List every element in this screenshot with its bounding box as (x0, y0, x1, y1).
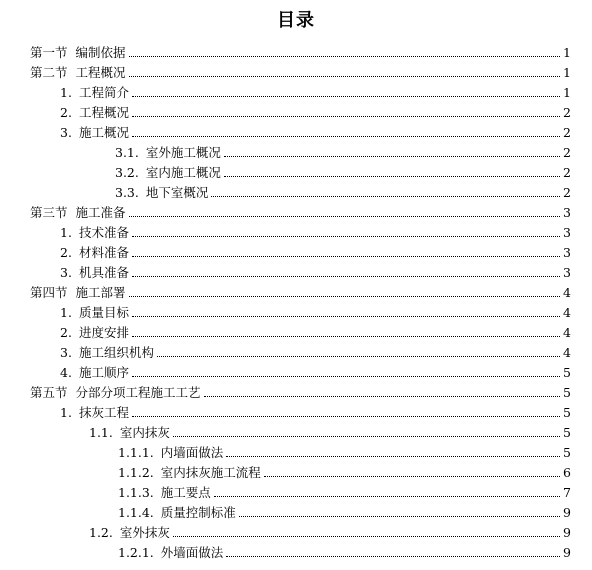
toc-page-number: 2 (563, 125, 571, 140)
toc-entry[interactable] (0, 381, 592, 401)
toc-entry[interactable] (0, 161, 592, 181)
toc-entry[interactable] (0, 41, 592, 61)
dot-leader (129, 296, 560, 297)
toc-entry-number: 3.1. (115, 145, 139, 160)
toc-page-number: 9 (563, 545, 571, 560)
toc-entry[interactable] (0, 321, 592, 341)
toc-page-number: 6 (563, 465, 571, 480)
toc-entry-text: 室外抹灰 (119, 525, 170, 540)
toc-entry-label (30, 65, 126, 81)
toc-page-number: 2 (563, 165, 571, 180)
toc-entry-text: 室内抹灰施工流程 (160, 465, 261, 480)
toc-entry-label (118, 505, 236, 521)
dot-leader (226, 456, 560, 457)
toc-entry[interactable] (0, 261, 592, 281)
toc-entry[interactable] (0, 221, 592, 241)
toc-entry-text: 施工部署 (75, 285, 126, 300)
page-title: 目录 (277, 10, 315, 31)
toc-entry-label (60, 325, 129, 341)
toc-page-number: 1 (563, 65, 571, 80)
dot-leader (132, 336, 560, 337)
toc-entry-label (115, 185, 208, 201)
toc-entry-number: 第五节 (30, 385, 68, 400)
toc-page-number: 5 (563, 405, 571, 420)
toc-entry-text: 室外施工概况 (145, 145, 221, 160)
toc-entry-label (118, 445, 223, 461)
toc-entry-label (60, 265, 129, 281)
toc-entry[interactable] (0, 341, 592, 361)
toc-entry-number: 1.1. (89, 425, 113, 440)
toc-entry-text: 工程概况 (78, 105, 129, 120)
toc-entry-number: 1.1.4. (118, 505, 154, 520)
table-of-contents (0, 41, 592, 561)
dot-leader (264, 476, 560, 477)
toc-entry-text: 质量控制标准 (160, 505, 236, 520)
toc-entry[interactable] (0, 181, 592, 201)
toc-entry-number: 2. (60, 245, 72, 260)
toc-entry-label (60, 405, 129, 421)
toc-entry-label (60, 345, 154, 361)
dot-leader (132, 136, 560, 137)
toc-entry[interactable] (0, 461, 592, 481)
toc-entry[interactable] (0, 281, 592, 301)
toc-entry-number: 3.3. (115, 185, 139, 200)
toc-entry-number: 3.2. (115, 165, 139, 180)
dot-leader (173, 536, 560, 537)
toc-entry-text: 内墙面做法 (160, 445, 224, 460)
toc-entry[interactable] (0, 541, 592, 561)
toc-entry[interactable] (0, 361, 592, 381)
toc-entry[interactable] (0, 141, 592, 161)
toc-entry-number: 1.2. (89, 525, 113, 540)
toc-entry-label (60, 125, 129, 141)
toc-page-number: 2 (563, 105, 571, 120)
toc-entry-text: 地下室概况 (145, 185, 209, 200)
toc-entry-label (115, 165, 221, 181)
dot-leader (132, 276, 560, 277)
toc-entry[interactable] (0, 401, 592, 421)
toc-entry-number: 第四节 (30, 285, 68, 300)
toc-entry-label (60, 225, 129, 241)
toc-page-number: 1 (563, 45, 571, 60)
dot-leader (129, 216, 560, 217)
toc-entry-text: 分部分项工程施工工艺 (75, 385, 201, 400)
toc-entry-number: 1. (60, 405, 72, 420)
toc-entry-number: 1. (60, 305, 72, 320)
toc-entry-label (89, 525, 170, 541)
toc-page-number: 4 (563, 305, 571, 320)
toc-entry-label (30, 45, 126, 61)
toc-entry-text: 室内抹灰 (119, 425, 170, 440)
dot-leader (132, 116, 560, 117)
toc-entry-number: 2. (60, 105, 72, 120)
dot-leader (157, 356, 560, 357)
dot-leader (173, 436, 560, 437)
toc-entry[interactable] (0, 101, 592, 121)
toc-entry-label (115, 145, 221, 161)
dot-leader (239, 516, 560, 517)
toc-page-number: 7 (563, 485, 571, 500)
toc-entry-text: 机具准备 (78, 265, 129, 280)
toc-entry[interactable] (0, 61, 592, 81)
toc-page-number: 9 (563, 505, 571, 520)
toc-entry[interactable] (0, 301, 592, 321)
toc-entry-label (60, 305, 129, 321)
toc-page-number: 1 (563, 85, 571, 100)
toc-page-number: 3 (563, 205, 571, 220)
toc-entry-text: 施工要点 (160, 485, 211, 500)
toc-entry-text: 工程概况 (75, 65, 126, 80)
toc-entry-text: 室内施工概况 (145, 165, 221, 180)
dot-leader (214, 496, 560, 497)
toc-entry[interactable] (0, 421, 592, 441)
toc-entry-text: 施工顺序 (78, 365, 129, 380)
toc-entry[interactable] (0, 481, 592, 501)
toc-entry-label (30, 385, 201, 401)
toc-page-number: 9 (563, 525, 571, 540)
dot-leader (132, 316, 560, 317)
toc-entry-number: 第二节 (30, 65, 68, 80)
dot-leader (224, 156, 560, 157)
toc-entry-number: 1.2.1. (118, 545, 154, 560)
toc-page-number: 5 (563, 365, 571, 380)
toc-entry-text: 技术准备 (78, 225, 129, 240)
toc-entry[interactable] (0, 501, 592, 521)
toc-entry-label (60, 365, 129, 381)
toc-entry[interactable] (0, 441, 592, 461)
dot-leader (129, 76, 560, 77)
toc-entry-number: 1.1.1. (118, 445, 154, 460)
dot-leader (211, 196, 560, 197)
toc-entry-number: 第三节 (30, 205, 68, 220)
dot-leader (132, 96, 560, 97)
toc-entry-text: 施工准备 (75, 205, 126, 220)
toc-entry-text: 工程简介 (78, 85, 129, 100)
toc-entry-text: 进度安排 (78, 325, 129, 340)
toc-entry-number: 1.1.3. (118, 485, 154, 500)
toc-entry-label (118, 465, 261, 481)
dot-leader (224, 176, 560, 177)
toc-page-number: 3 (563, 225, 571, 240)
toc-entry-number: 1. (60, 225, 72, 240)
toc-entry-text: 外墙面做法 (160, 545, 224, 560)
toc-entry-label (30, 205, 126, 221)
toc-entry-number: 1. (60, 85, 72, 100)
toc-page-number: 4 (563, 325, 571, 340)
toc-entry-label (60, 105, 129, 121)
toc-page-number: 5 (563, 445, 571, 460)
toc-page-number: 5 (563, 385, 571, 400)
toc-entry[interactable] (0, 121, 592, 141)
toc-entry-number: 3. (60, 125, 72, 140)
dot-leader (129, 56, 560, 57)
toc-page-number: 5 (563, 425, 571, 440)
toc-entry-text: 质量目标 (78, 305, 129, 320)
toc-page-number: 2 (563, 185, 571, 200)
toc-entry-text: 材料准备 (78, 245, 129, 260)
toc-entry-number: 3. (60, 265, 72, 280)
toc-page-number: 4 (563, 285, 571, 300)
toc-entry-text: 施工组织机构 (78, 345, 154, 360)
dot-leader (204, 396, 560, 397)
toc-entry-label (89, 425, 170, 441)
toc-entry-text: 施工概况 (78, 125, 129, 140)
toc-entry[interactable] (0, 241, 592, 261)
toc-entry-label (60, 245, 129, 261)
toc-entry[interactable] (0, 81, 592, 101)
toc-entry-number: 2. (60, 325, 72, 340)
toc-entry-number: 3. (60, 345, 72, 360)
dot-leader (132, 376, 560, 377)
toc-entry-label (118, 485, 211, 501)
toc-entry-text: 编制依据 (75, 45, 126, 60)
dot-leader (226, 556, 560, 557)
toc-entry-number: 1.1.2. (118, 465, 154, 480)
toc-entry-label (30, 285, 126, 301)
dot-leader (132, 256, 560, 257)
toc-page-number: 2 (563, 145, 571, 160)
toc-entry-number: 4. (60, 365, 72, 380)
toc-entry[interactable] (0, 521, 592, 541)
dot-leader (132, 416, 560, 417)
dot-leader (132, 236, 560, 237)
toc-entry-number: 第一节 (30, 45, 68, 60)
toc-page-number: 3 (563, 245, 571, 260)
toc-page-number: 3 (563, 265, 571, 280)
toc-entry-text: 抹灰工程 (78, 405, 129, 420)
toc-entry[interactable] (0, 201, 592, 221)
toc-entry-label (60, 85, 129, 101)
toc-page-number: 4 (563, 345, 571, 360)
toc-entry-label (118, 545, 223, 561)
